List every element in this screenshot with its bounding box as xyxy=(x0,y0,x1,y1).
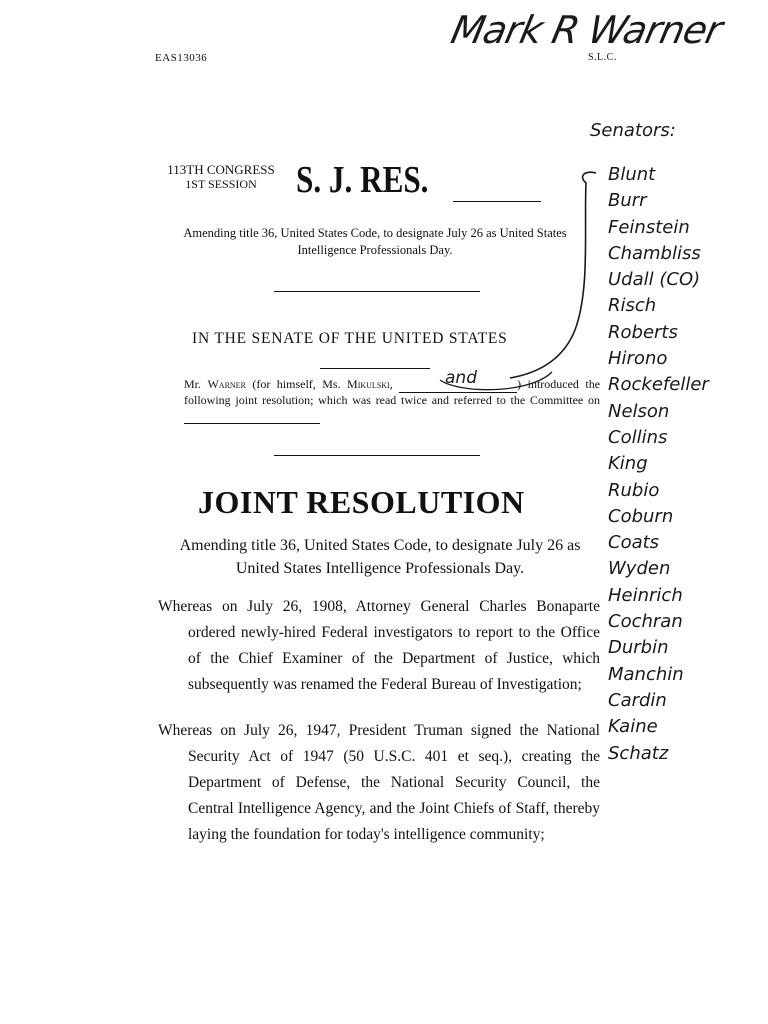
cosponsor-intro: (for himself, Ms. xyxy=(252,377,341,391)
senator-name: Coburn xyxy=(608,505,674,527)
senator-name: Durbin xyxy=(608,637,669,659)
handwritten-and: and xyxy=(445,368,477,388)
sponsor-name: Warner xyxy=(207,377,246,391)
senator-name: Blunt xyxy=(608,164,656,185)
session-label: 1ST SESSION xyxy=(185,177,257,191)
sponsor-prefix: Mr. xyxy=(184,377,202,391)
senator-name: Kaine xyxy=(608,716,658,738)
senators-heading: Senators: xyxy=(590,120,676,141)
introduction-tail: ) introduced the following joint resolution; which was read twice and referred to the Committee on xyxy=(184,377,601,407)
senator-name: Collins xyxy=(608,426,668,448)
resolution-title: JOINT RESOLUTION xyxy=(198,484,525,520)
whereas-text: Whereas on July 26, 1947, President Truman signed the National Security Act of 1947 (50 U.S.C. 401 et seq.), creating the Department of Defense, the National Security Council, the Central Intelligence Agency, and the Joint Chiefs of Staff, thereby laying the foundation for today's intelligence community; xyxy=(158,722,600,843)
senator-name: Cardin xyxy=(608,689,667,711)
senator-name: King xyxy=(608,453,648,475)
whereas-text: Whereas on July 26, 1908, Attorney General Charles Bonaparte ordered newly-hired Federal investigators to report to the Office of the Chief Examiner of the Department of Justice, which subsequently was renamed the Federal Bureau of Investigation; xyxy=(158,598,600,693)
senator-name: Heinrich xyxy=(608,584,683,606)
chamber-heading: IN THE SENATE OF THE UNITED STATES xyxy=(192,330,508,347)
senator-name: Risch xyxy=(608,295,657,317)
senator-name: Rubio xyxy=(608,479,660,501)
senator-name: Roberts xyxy=(608,321,678,343)
senator-name: Schatz xyxy=(608,742,669,764)
senator-name: Burr xyxy=(608,190,647,212)
senator-name: Nelson xyxy=(608,400,670,422)
document-id: EAS13036 xyxy=(155,52,208,64)
senator-name: Udall (CO) xyxy=(608,269,701,291)
senator-name: Feinstein xyxy=(608,216,690,238)
senator-name: Cochran xyxy=(608,611,683,633)
bill-summary: Amending title 36, United States Code, to designate July 26 as United States Intelligence Professionals Day. xyxy=(183,226,567,257)
senator-name: Hirono xyxy=(608,348,668,370)
resolution-subtitle: Amending title 36, United States Code, to designate July 26 as United States Intelligence Professionals Day. xyxy=(179,537,581,577)
senator-name: Manchin xyxy=(608,663,684,685)
congress-label: 113TH CONGRESS xyxy=(167,162,275,177)
senators-list xyxy=(608,162,709,767)
bill-designation: S. J. RES. xyxy=(296,159,429,201)
senator-name: Coats xyxy=(608,532,660,554)
handwritten-signature: Mark R Warner xyxy=(447,8,726,52)
cosponsor-name: Mikulski, xyxy=(347,377,393,391)
senator-name: Chambliss xyxy=(608,242,701,264)
senator-name: Wyden xyxy=(608,558,671,580)
office-code: S.L.C. xyxy=(588,52,617,63)
senator-name: Rockefeller xyxy=(608,374,709,396)
